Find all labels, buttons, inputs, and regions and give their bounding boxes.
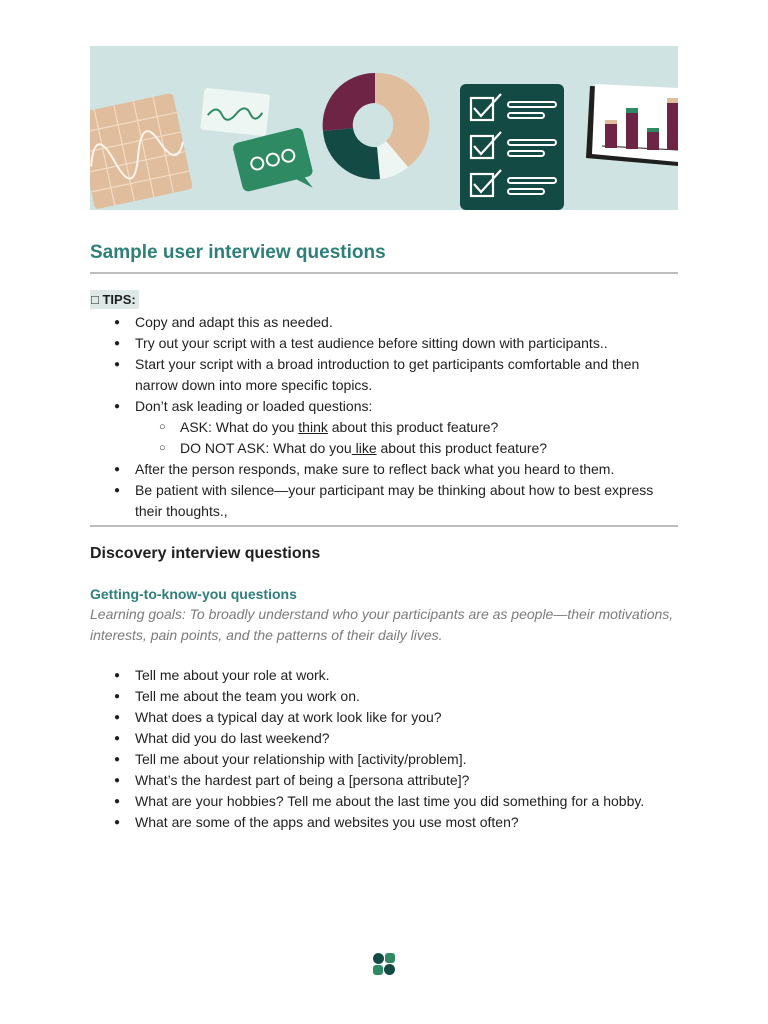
tip-item-text: Don’t ask leading or loaded questions:	[135, 398, 373, 414]
learning-goals: Learning goals: To broadly understand who your participants are as people—their motivations, interests, pain points, and the patterns of their daily lives.	[90, 606, 674, 643]
tip-item: ● Be patient with silence—your participant may be thinking about how to best express their thoughts.,	[90, 480, 678, 522]
tip-item: ● After the person responds, make sure to reflect back what you heard to them.	[90, 459, 678, 480]
question-item: ● What’s the hardest part of being a [persona attribute]?	[90, 770, 678, 791]
tip-item: ● Copy and adapt this as needed.	[90, 312, 678, 333]
question-item: ● Tell me about your relationship with [activity/problem].	[90, 749, 678, 770]
sub-tip-text: DO NOT ASK: What do you	[180, 440, 352, 456]
tips-list	[90, 312, 678, 522]
tip-item: ● Try out your script with a test audience before sitting down with participants..	[90, 333, 678, 354]
document-page	[90, 46, 678, 833]
subsection-heading: Getting-to-know-you questions	[90, 586, 297, 602]
sub-tip-text: about this product feature?	[327, 419, 499, 435]
underlined-word: like	[351, 440, 377, 456]
sub-tip-dont-ask	[135, 438, 678, 459]
question-item: ● Tell me about the team you work on.	[90, 686, 678, 707]
underlined-word: think	[298, 419, 328, 435]
question-item: ● Tell me about your role at work.	[90, 665, 678, 686]
checklist-icon	[460, 84, 564, 210]
sub-tip-ask	[135, 417, 678, 438]
question-item: ● What did you do last weekend?	[90, 728, 678, 749]
tips-label: □ TIPS:	[90, 290, 139, 309]
header-illustration	[90, 46, 678, 210]
tip-item: ● Start your script with a broad introduction to get participants comfortable and then narrow down into more specific topics.	[90, 354, 678, 396]
question-item: ● What are your hobbies? Tell me about the last time you did something for a hobby.	[90, 791, 678, 812]
page-title: Sample user interview questions	[90, 242, 678, 274]
question-item: ● What are some of the apps and websites you use most often?	[90, 812, 678, 833]
question-list	[90, 665, 678, 833]
tip-sublist	[135, 417, 678, 459]
sub-tip-text: ASK: What do you	[180, 419, 299, 435]
divider	[90, 525, 678, 527]
section-heading: Discovery interview questions	[90, 545, 321, 562]
logo-icon	[372, 952, 396, 976]
question-item: ● What does a typical day at work look like for you?	[90, 707, 678, 728]
sub-tip-text: about this product feature?	[376, 440, 548, 456]
line-card-icon	[200, 88, 270, 137]
bar-chart-board-icon	[586, 84, 678, 166]
tip-item	[90, 396, 678, 459]
